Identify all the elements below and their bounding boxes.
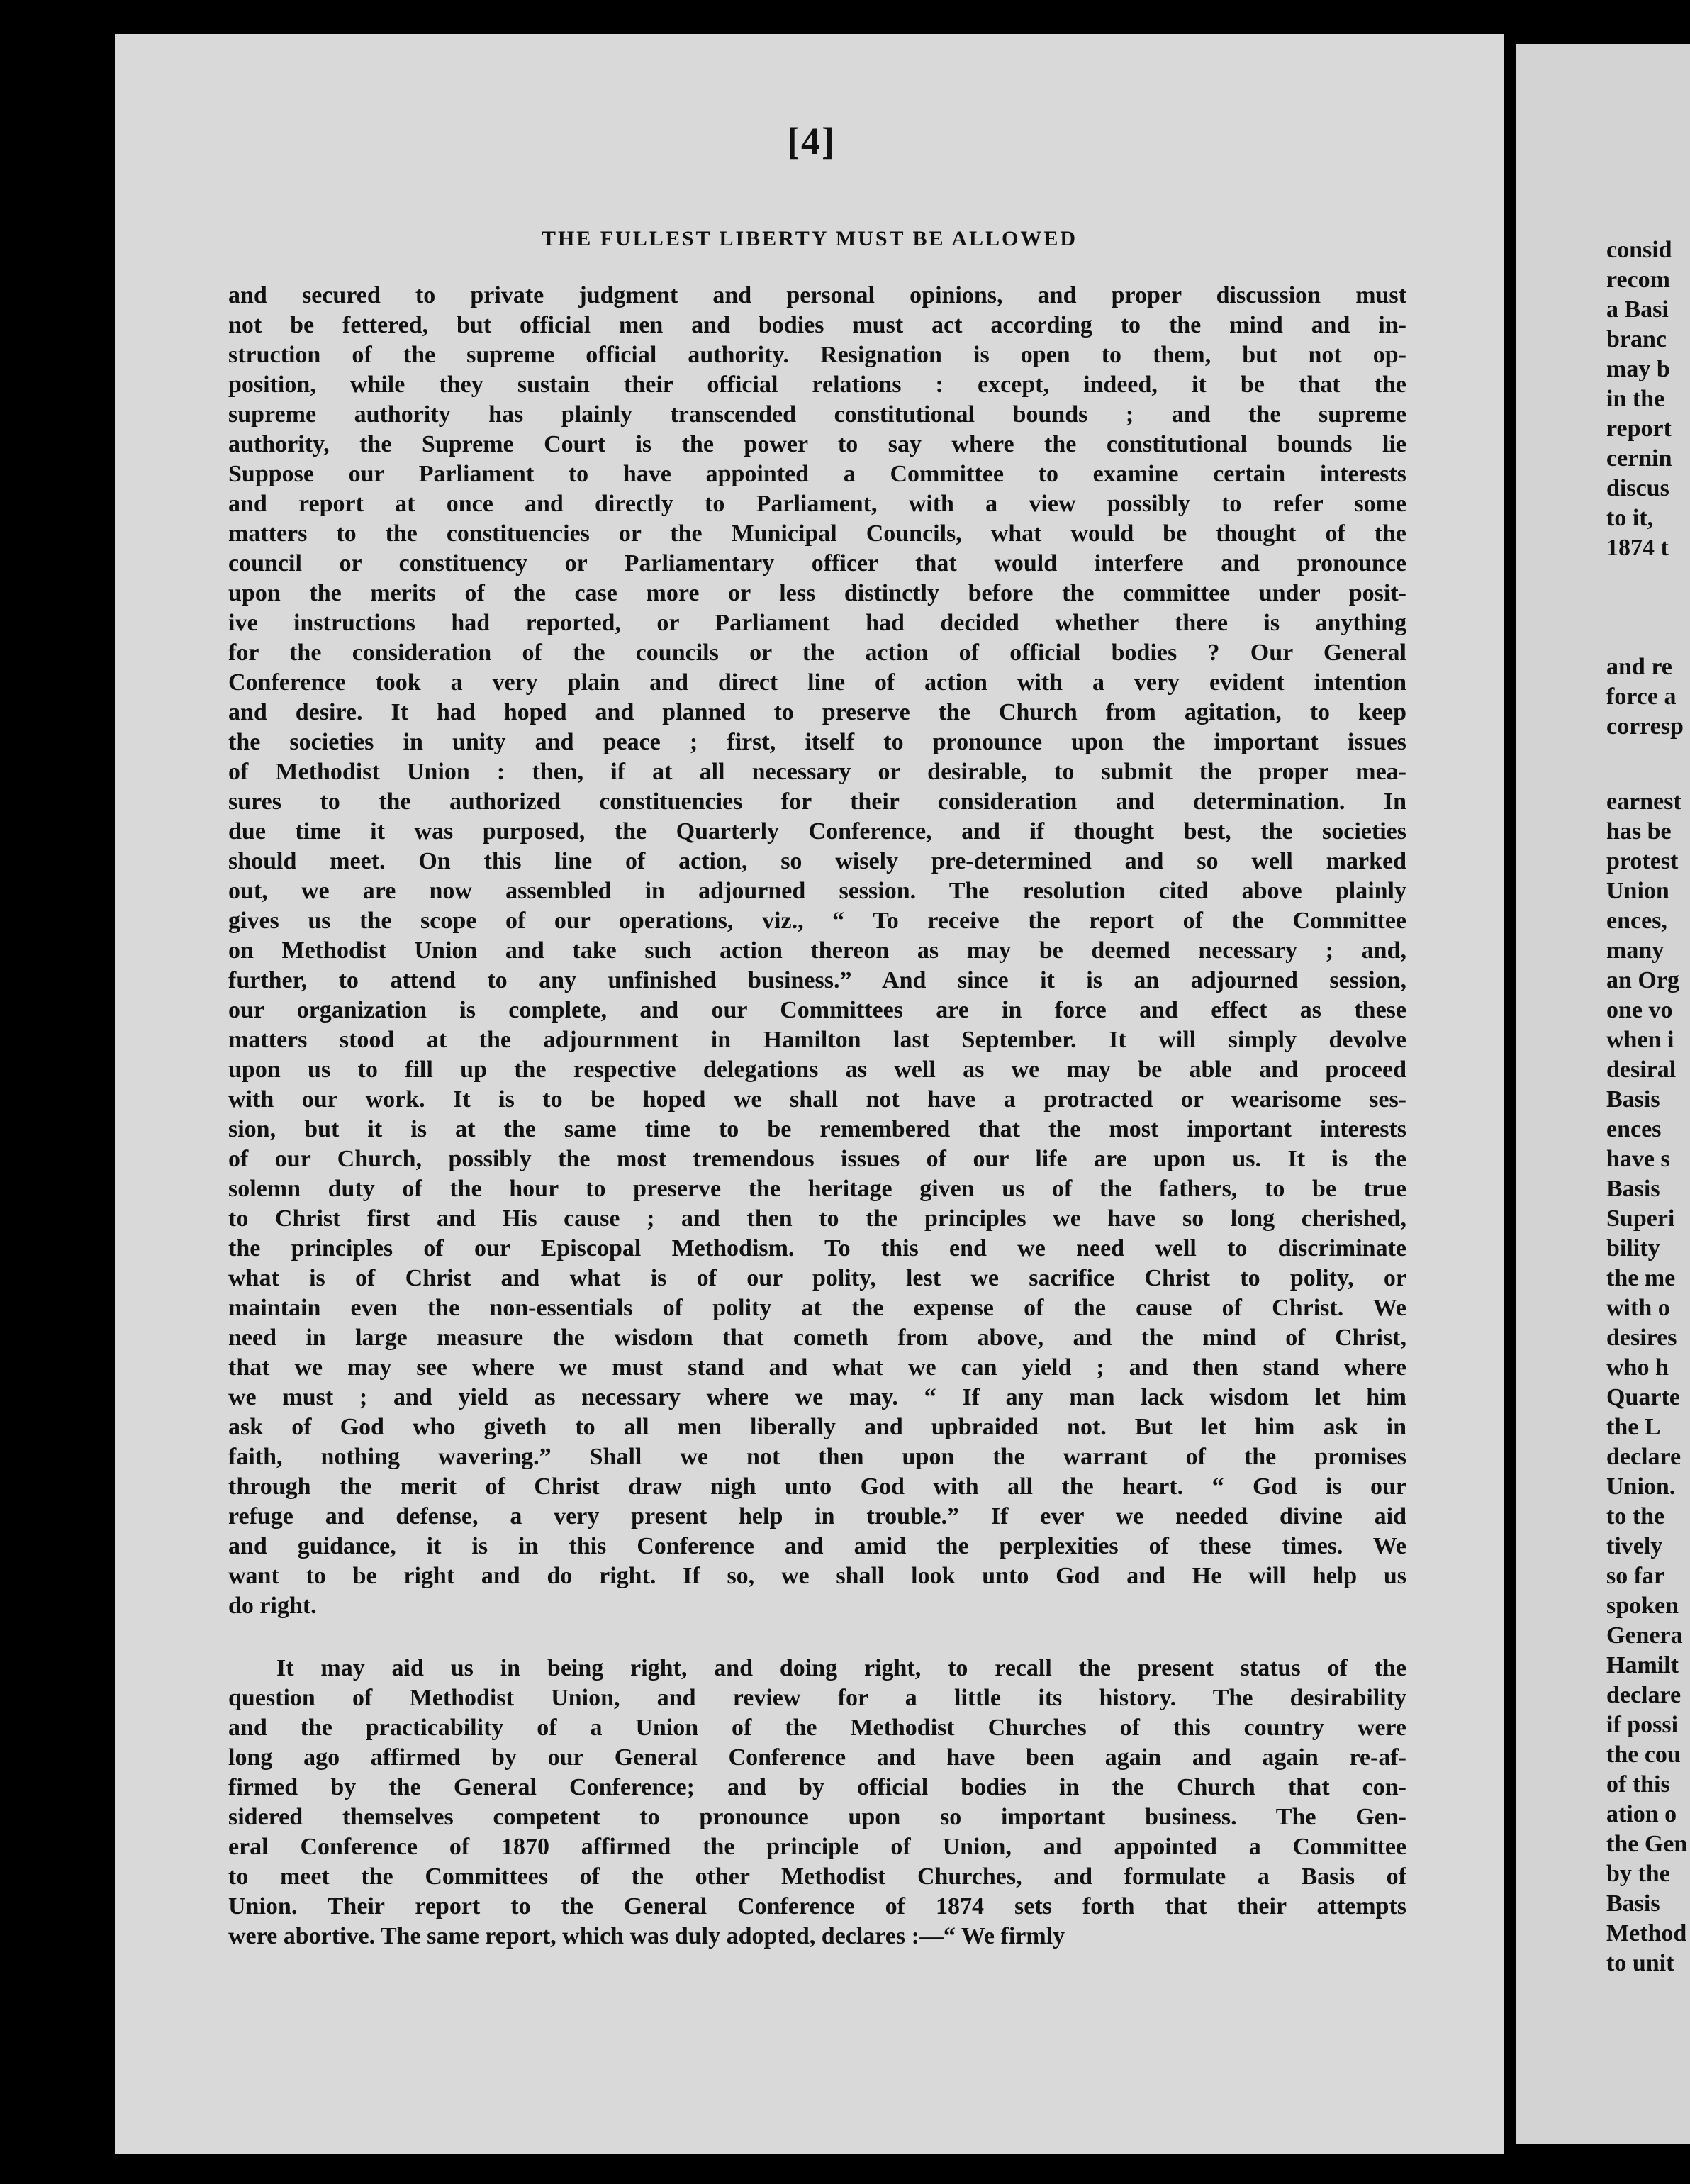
- text-line: firmed by the General Conference; and by official bodies in the Church that con-: [228, 1774, 1406, 1800]
- paragraph-1: [228, 281, 1406, 1621]
- facing-line: has be: [1606, 818, 1672, 845]
- text-line: authority, the Supreme Court is the power to say where the constitutional bounds lie: [228, 431, 1406, 457]
- facing-line: Superi: [1606, 1205, 1675, 1232]
- facing-line: to unit: [1606, 1950, 1674, 1976]
- text-line: long ago affirmed by our General Conference and have been again and again re-af-: [228, 1744, 1406, 1771]
- running-head: THE FULLEST LIBERTY MUST BE ALLOWED: [541, 227, 1078, 250]
- facing-line: a Basi: [1606, 296, 1669, 323]
- gutter: [1504, 0, 1516, 2184]
- facing-line: Method: [1606, 1920, 1687, 1946]
- text-line: were abortive. The same report, which was duly adopted, declares :—“ We firmly: [228, 1923, 1065, 1949]
- text-line: position, while they sustain their official relations : except, indeed, it be that the: [228, 372, 1406, 398]
- facing-line: discus: [1606, 475, 1669, 501]
- text-line: the principles of our Episcopal Methodism. To this end we need well to discriminate: [228, 1235, 1406, 1261]
- facing-line: so far: [1606, 1563, 1665, 1589]
- text-line: what is of Christ and what is of our polity, lest we sacrifice Christ to polity, or: [228, 1265, 1406, 1291]
- facing-line: declare: [1606, 1444, 1681, 1470]
- facing-line: desires: [1606, 1325, 1677, 1351]
- text-line: need in large measure the wisdom that cometh from above, and the mind of Christ,: [228, 1325, 1406, 1351]
- body-text: [228, 281, 1406, 1951]
- text-line: further, to attend to any unfinished business.” And since it is an adjourned session,: [228, 967, 1406, 993]
- text-line: and secured to private judgment and personal opinions, and proper discussion must: [228, 282, 1406, 308]
- facing-line: bility: [1606, 1235, 1660, 1261]
- facing-page-text: [1606, 235, 1687, 2024]
- text-line: on Methodist Union and take such action thereon as may be deemed necessary ; and,: [228, 937, 1406, 964]
- facing-line: report: [1606, 416, 1672, 442]
- text-line: matters stood at the adjournment in Hamilton last September. It will simply devolve: [228, 1027, 1406, 1053]
- text-line: ive instructions had reported, or Parliament had decided whether there is anything: [228, 610, 1406, 636]
- text-line: council or constituency or Parliamentary officer that would interfere and pronounce: [228, 550, 1406, 576]
- facing-line: Hamilt: [1606, 1652, 1679, 1678]
- facing-line: cernin: [1606, 445, 1672, 472]
- text-line: upon the merits of the case more or less distinctly before the committee under posit-: [228, 580, 1406, 606]
- text-line: matters to the constituencies or the Municipal Councils, what would be thought of the: [228, 520, 1406, 547]
- paragraph-2: [228, 1654, 1406, 1951]
- text-line: Suppose our Parliament to have appointed a Committee to examine certain interests: [228, 461, 1406, 487]
- text-line: with our work. It is to be hoped we shall not have a protracted or wearisome ses-: [228, 1086, 1406, 1113]
- facing-line: Basis: [1606, 1086, 1660, 1113]
- facing-line: to it,: [1606, 505, 1654, 531]
- facing-line: spoken: [1606, 1593, 1679, 1619]
- text-line: out, we are now assembled in adjourned session. The resolution cited above plainly: [228, 878, 1406, 904]
- text-line: sures to the authorized constituencies for their consideration and determination. In: [228, 789, 1406, 815]
- text-line: ask of God who giveth to all men liberally and upbraided not. But let him ask in: [228, 1414, 1406, 1440]
- page-number: [4]: [787, 120, 836, 162]
- text-line: gives us the scope of our operations, viz., “ To receive the report of the Committee: [228, 908, 1406, 934]
- facing-line: the L: [1606, 1414, 1661, 1440]
- facing-line: by the: [1606, 1861, 1670, 1887]
- text-line: Conference took a very plain and direct line of action with a very evident intention: [228, 669, 1406, 696]
- facing-line: have s: [1606, 1146, 1670, 1172]
- text-line: maintain even the non-essentials of polity at the expense of the cause of Christ. We: [228, 1295, 1406, 1321]
- text-line: supreme authority has plainly transcended constitutional bounds ; and the supreme: [228, 401, 1406, 428]
- facing-line: corresp: [1606, 713, 1684, 740]
- text-line: our organization is complete, and our Committees are in force and effect as these: [228, 997, 1406, 1023]
- text-line: solemn duty of the hour to preserve the heritage given us of the fathers, to be true: [228, 1176, 1406, 1202]
- facing-line: Union.: [1606, 1473, 1676, 1500]
- facing-line: an Org: [1606, 967, 1679, 993]
- text-line: refuge and defense, a very present help in trouble.” If ever we needed divine aid: [228, 1503, 1406, 1530]
- facing-page: [1516, 44, 1690, 2144]
- facing-line: tively: [1606, 1533, 1663, 1559]
- facing-line: when i: [1606, 1027, 1674, 1053]
- text-line: sidered themselves competent to pronounce upon so important business. The Gen-: [228, 1804, 1406, 1830]
- text-line: we must ; and yield as necessary where we may. “ If any man lack wisdom let him: [228, 1384, 1406, 1410]
- facing-line: Quarte: [1606, 1384, 1680, 1410]
- text-line: do right.: [228, 1593, 317, 1619]
- facing-line: 1874 t: [1606, 535, 1669, 561]
- facing-line: ences,: [1606, 908, 1667, 934]
- text-line: for the consideration of the councils or the action of official bodies ? Our General: [228, 640, 1406, 666]
- facing-line: who h: [1606, 1354, 1669, 1381]
- facing-line: to the: [1606, 1503, 1665, 1530]
- facing-line: if possi: [1606, 1712, 1679, 1738]
- text-line: sion, but it is at the same time to be remembered that the most important interests: [228, 1116, 1406, 1142]
- text-line: of Methodist Union : then, if at all necessary or desirable, to submit the proper mea-: [228, 759, 1406, 785]
- facing-line: with o: [1606, 1295, 1670, 1321]
- text-line: and desire. It had hoped and planned to preserve the Church from agitation, to keep: [228, 699, 1406, 725]
- text-line: not be fettered, but official men and bodies must act according to the mind and in-: [228, 312, 1406, 338]
- facing-line: the me: [1606, 1265, 1676, 1291]
- text-line: eral Conference of 1870 affirmed the principle of Union, and appointed a Committee: [228, 1834, 1406, 1860]
- text-line: struction of the supreme official authority. Resignation is open to them, but not op-: [228, 342, 1406, 368]
- facing-line: Genera: [1606, 1622, 1683, 1649]
- text-line: It may aid us in being right, and doing right, to recall the present status of the: [276, 1655, 1406, 1681]
- facing-line: protest: [1606, 848, 1679, 874]
- text-line: due time it was purposed, the Quarterly Conference, and if thought best, the societies: [228, 818, 1406, 845]
- facing-line: Union: [1606, 878, 1669, 904]
- text-line: question of Methodist Union, and review for a little its history. The desirability: [228, 1685, 1406, 1711]
- text-line: that we may see where we must stand and what we can yield ; and then stand where: [228, 1354, 1406, 1381]
- facing-line: ation o: [1606, 1801, 1677, 1827]
- facing-line: of this: [1606, 1771, 1670, 1798]
- facing-line: the Gen: [1606, 1831, 1688, 1857]
- text-line: Union. Their report to the General Conference of 1874 sets forth that their attempts: [228, 1893, 1406, 1920]
- facing-line: and re: [1606, 654, 1672, 680]
- left-page: [115, 34, 1504, 2154]
- facing-line: declare: [1606, 1682, 1681, 1708]
- facing-line: recom: [1606, 267, 1670, 293]
- text-line: and the practicability of a Union of the Methodist Churches of this country were: [228, 1715, 1406, 1741]
- facing-line: ences: [1606, 1116, 1662, 1142]
- facing-line: in the: [1606, 386, 1665, 412]
- facing-line: the cou: [1606, 1742, 1681, 1768]
- facing-line: force a: [1606, 684, 1677, 710]
- facing-line: many: [1606, 937, 1664, 964]
- facing-line: may b: [1606, 356, 1670, 382]
- text-line: upon us to fill up the respective delegations as well as we may be able and proceed: [228, 1057, 1406, 1083]
- text-line: faith, nothing wavering.” Shall we not then upon the warrant of the promises: [228, 1444, 1406, 1470]
- facing-line: branc: [1606, 326, 1667, 352]
- text-line: and report at once and directly to Parliament, with a view possibly to refer some: [228, 491, 1406, 517]
- text-line: the societies in unity and peace ; first, itself to pronounce upon the important issues: [228, 729, 1406, 755]
- facing-line: earnest: [1606, 789, 1681, 815]
- facing-line: consid: [1606, 237, 1672, 263]
- text-line: to Christ first and His cause ; and then to the principles we have so long cherished,: [228, 1205, 1406, 1232]
- text-line: of our Church, possibly the most tremendous issues of our life are upon us. It is the: [228, 1146, 1406, 1172]
- text-line: through the merit of Christ draw nigh unto God with all the heart. “ God is our: [228, 1473, 1406, 1500]
- facing-line: one vo: [1606, 997, 1673, 1023]
- text-line: and guidance, it is in this Conference and amid the perplexities of these times. We: [228, 1533, 1406, 1559]
- text-line: to meet the Committees of the other Methodist Churches, and formulate a Basis of: [228, 1863, 1406, 1890]
- text-line: want to be right and do right. If so, we shall look unto God and He will help us: [228, 1563, 1406, 1589]
- facing-line: Basis: [1606, 1890, 1660, 1917]
- facing-line: Basis: [1606, 1176, 1660, 1202]
- facing-line: desiral: [1606, 1057, 1677, 1083]
- text-line: should meet. On this line of action, so wisely pre-determined and so well marked: [228, 848, 1406, 874]
